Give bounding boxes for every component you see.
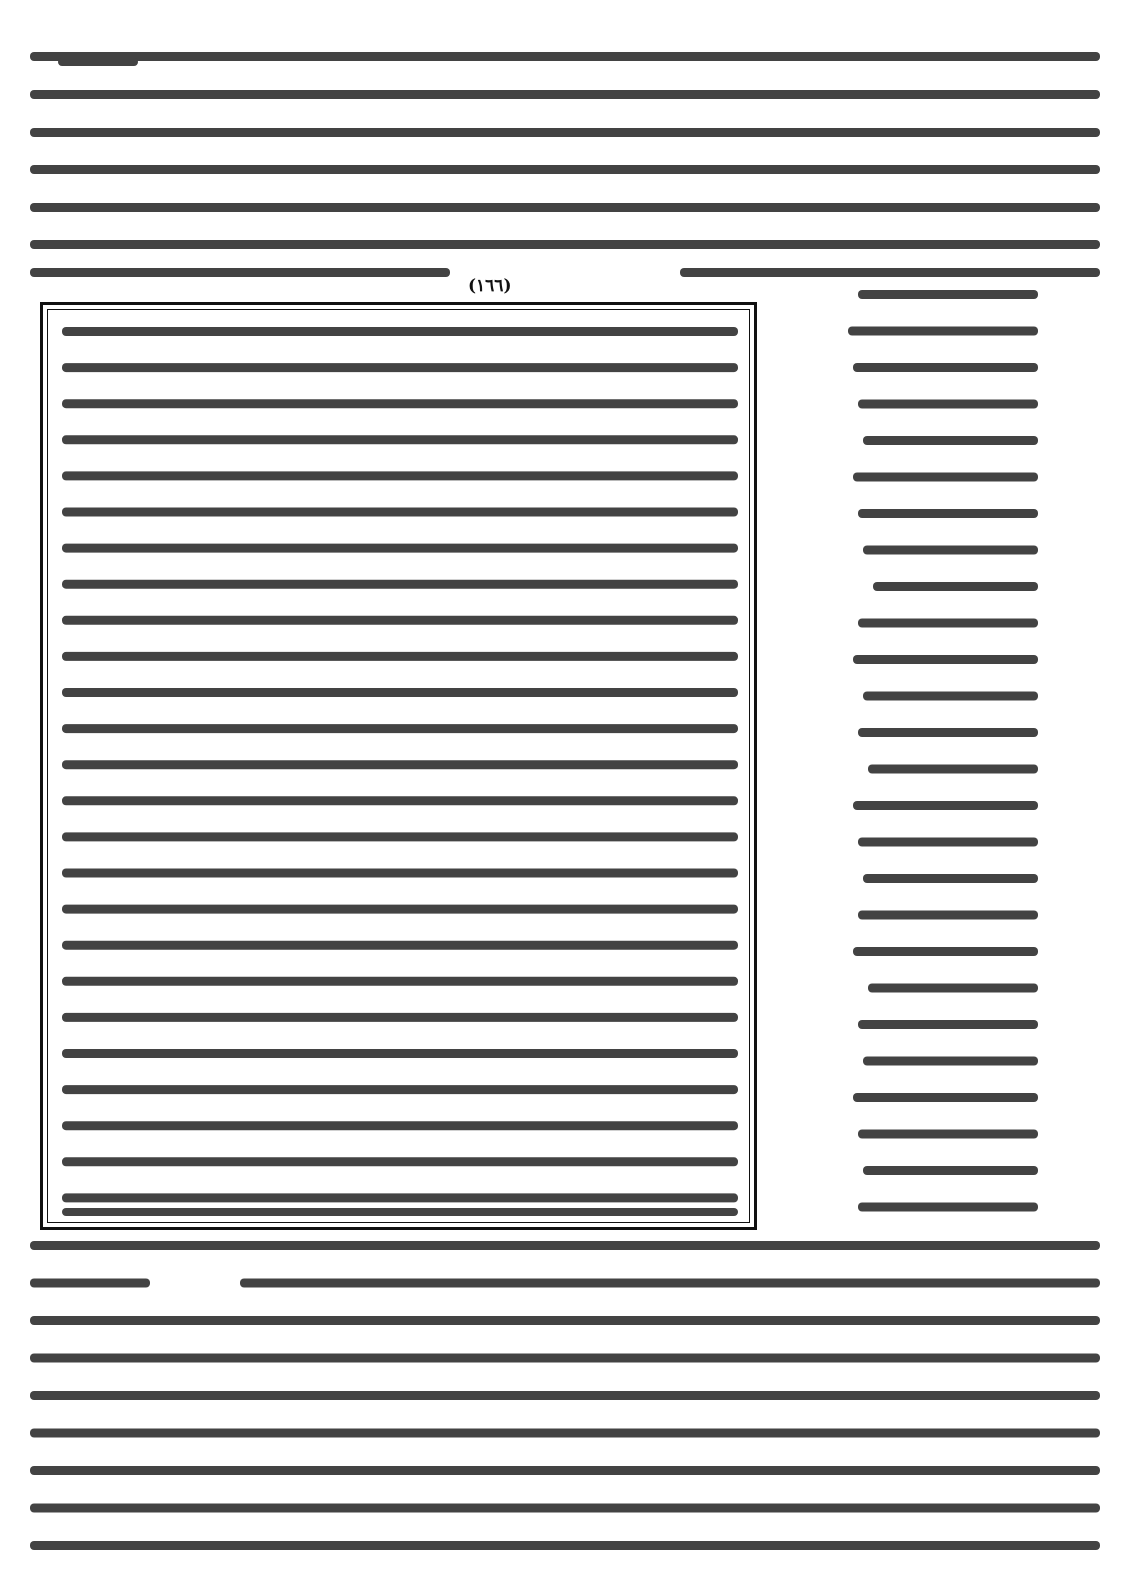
folio-number: (١٦٦) [468, 276, 512, 296]
